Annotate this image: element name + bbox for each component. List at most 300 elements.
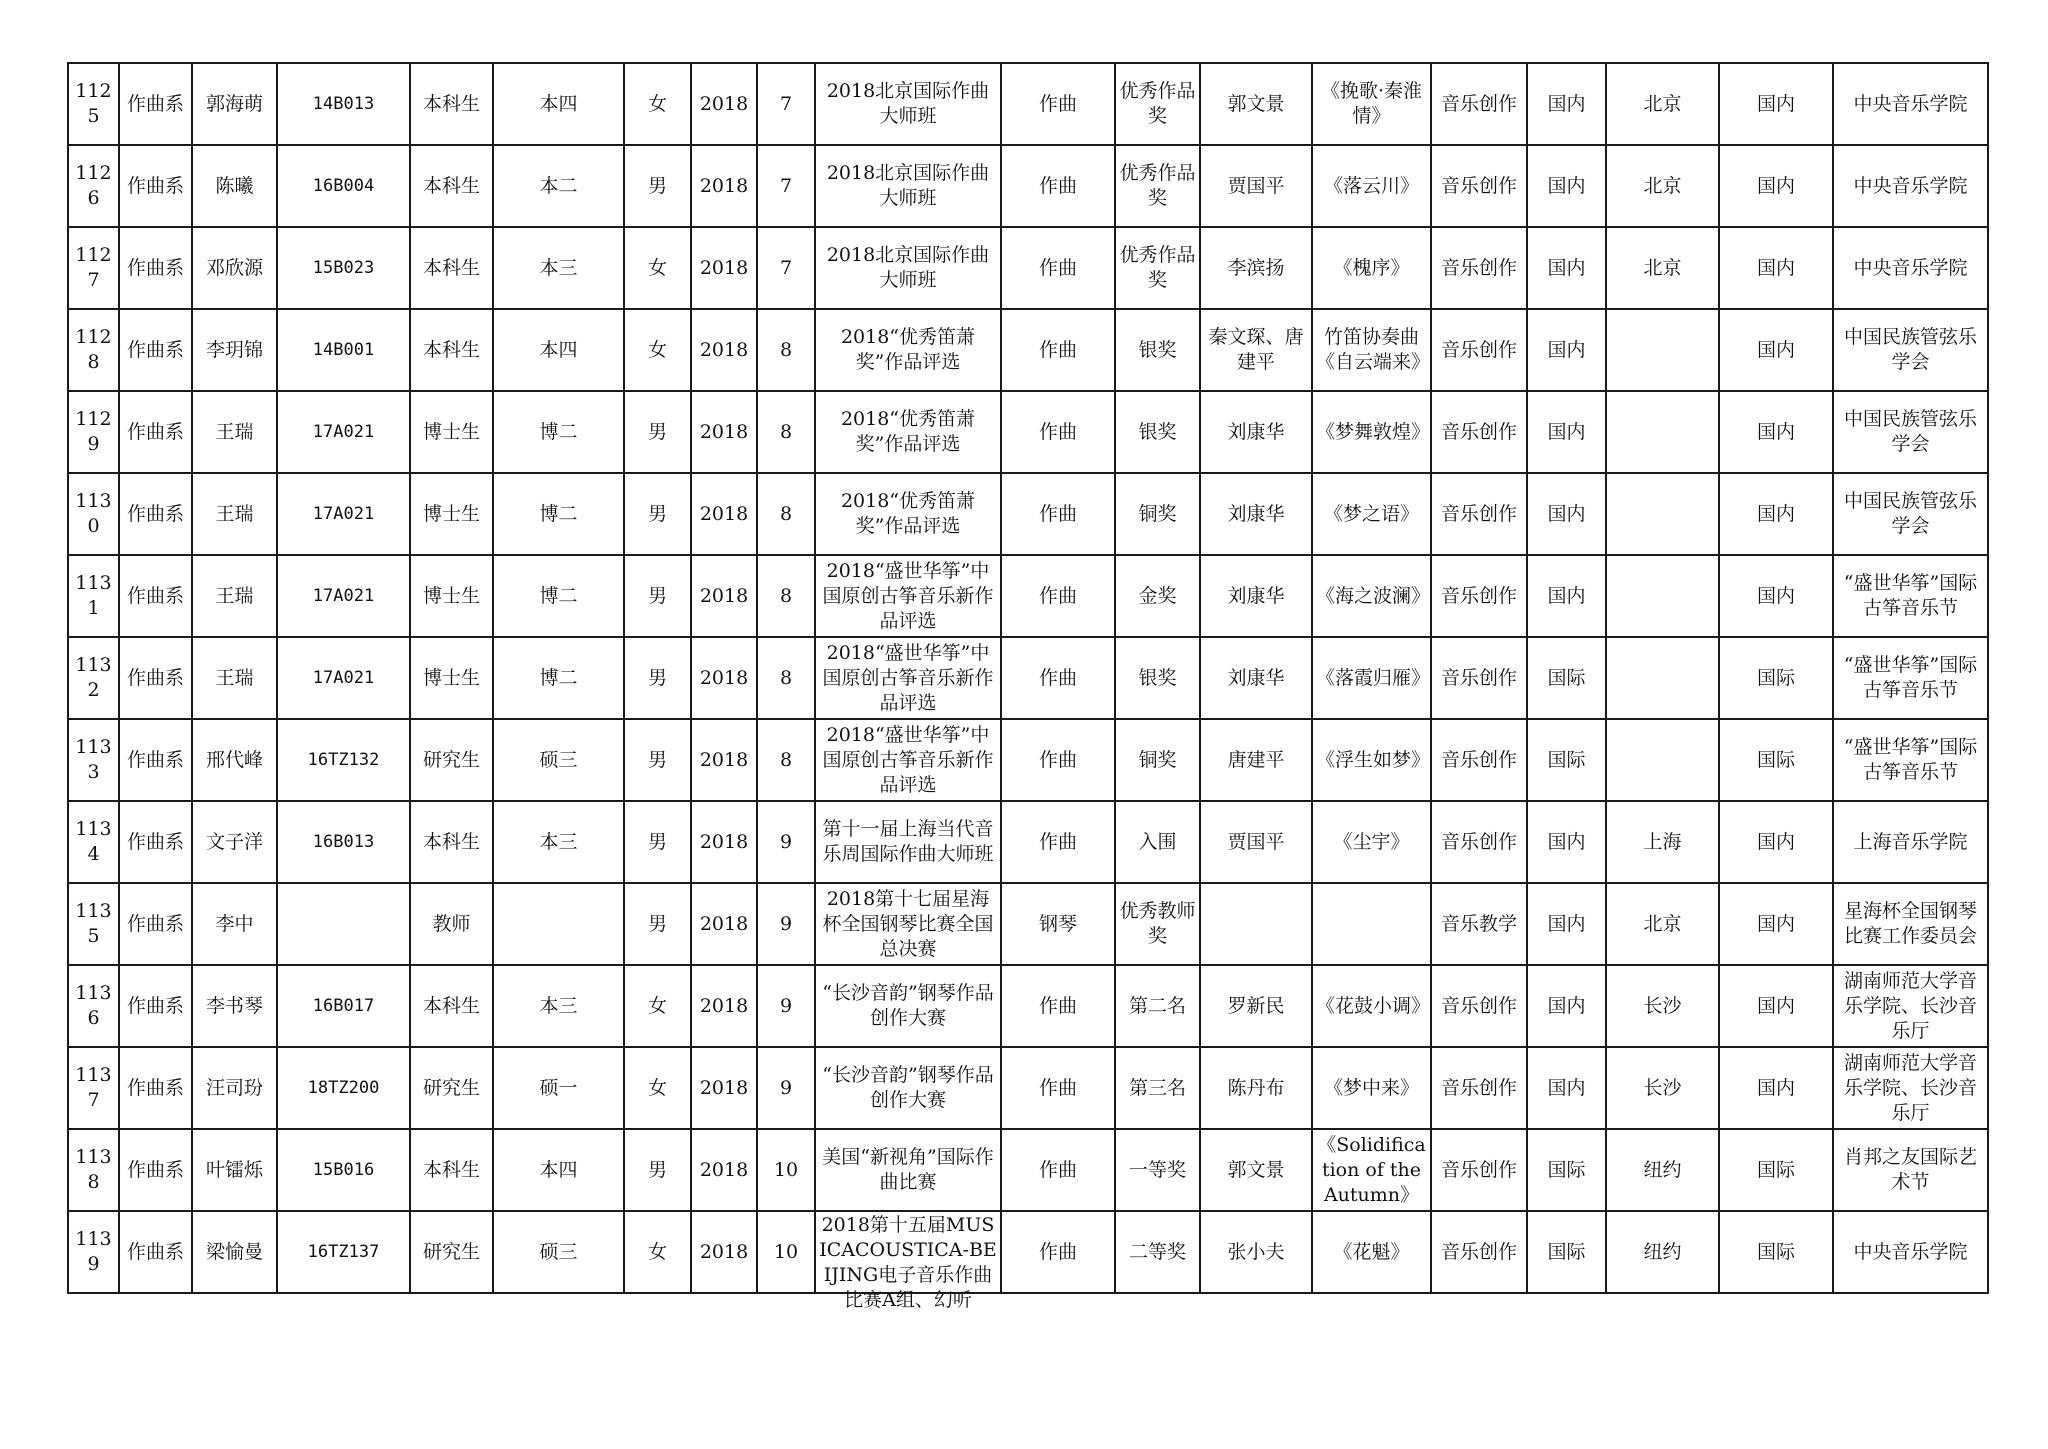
cell-text: 王瑞 xyxy=(215,584,254,607)
cell-text: 国内 xyxy=(1547,174,1586,197)
student-name-cell xyxy=(192,309,277,391)
grade-cell xyxy=(493,801,624,883)
organizer-cell xyxy=(1833,63,1988,145)
student-id-cell xyxy=(277,227,410,309)
cell-text: 硕三 xyxy=(539,1240,578,1263)
cell-text: 音乐创作 xyxy=(1440,338,1517,361)
cell-text: 金奖 xyxy=(1138,584,1177,607)
month-cell xyxy=(757,391,815,473)
student-id-cell xyxy=(277,637,410,719)
cell-text: 1136 xyxy=(75,982,112,1029)
field-cell xyxy=(1431,1129,1527,1211)
scope-cell xyxy=(1527,63,1606,145)
cell-text: 2018北京国际作曲大师班 xyxy=(826,244,990,291)
student-id-cell xyxy=(277,145,410,227)
grade-cell xyxy=(493,227,624,309)
cell-text: 刘康华 xyxy=(1227,584,1285,607)
year-cell xyxy=(691,1129,757,1211)
student-id-cell xyxy=(277,555,410,637)
serial-number-cell xyxy=(68,883,119,965)
grade-cell xyxy=(493,1211,624,1293)
cell-text: 8 xyxy=(779,420,793,443)
table-row xyxy=(68,473,1988,555)
cell-text: 铜奖 xyxy=(1138,502,1177,525)
field-cell xyxy=(1431,719,1527,801)
table-row xyxy=(68,309,1988,391)
cell-text: 刘康华 xyxy=(1227,666,1285,689)
organizer-cell xyxy=(1833,1047,1988,1129)
cell-text: 男 xyxy=(647,666,667,689)
cell-text: 中央音乐学院 xyxy=(1853,92,1968,115)
advisor-cell xyxy=(1200,555,1312,637)
gender-cell xyxy=(624,391,691,473)
work-title-cell xyxy=(1312,965,1431,1047)
cell-text: 博二 xyxy=(539,420,578,443)
category-cell xyxy=(1001,63,1115,145)
cell-text: 7 xyxy=(779,174,793,197)
cell-text: 优秀教师奖 xyxy=(1119,900,1196,947)
city-cell xyxy=(1606,1129,1719,1211)
year-cell xyxy=(691,637,757,719)
scope-cell xyxy=(1527,1211,1606,1293)
region-cell xyxy=(1719,63,1833,145)
cell-text: 本科生 xyxy=(422,338,480,361)
cell-text: 15B016 xyxy=(312,1159,375,1180)
cell-text: 国内 xyxy=(1756,174,1795,197)
organizer-cell xyxy=(1833,391,1988,473)
cell-text: 作曲系 xyxy=(126,830,184,853)
cell-text: 入围 xyxy=(1138,830,1177,853)
year-cell xyxy=(691,965,757,1047)
gender-cell xyxy=(624,965,691,1047)
student-type-cell xyxy=(410,145,493,227)
cell-text: 中央音乐学院 xyxy=(1853,256,1968,279)
student-id-cell xyxy=(277,801,410,883)
cell-text: 2018 xyxy=(699,174,749,197)
cell-text: 2018“盛世华筝”中国原创古筝音乐新作品评选 xyxy=(822,641,994,714)
student-type-cell xyxy=(410,391,493,473)
cell-text: 17A021 xyxy=(312,503,375,524)
cell-text: 国内 xyxy=(1756,1076,1795,1099)
serial-number-cell xyxy=(68,227,119,309)
cell-text: 一等奖 xyxy=(1128,1158,1186,1181)
category-cell xyxy=(1001,719,1115,801)
gender-cell xyxy=(624,555,691,637)
cell-text: 音乐创作 xyxy=(1440,174,1517,197)
cell-text: 作曲 xyxy=(1038,830,1077,853)
cell-text: 7 xyxy=(779,256,793,279)
student-type-cell xyxy=(410,1211,493,1293)
field-cell xyxy=(1431,1211,1527,1293)
cell-text: 2018“优秀笛萧奖”作品评选 xyxy=(840,490,976,537)
cell-text: 《梦舞敦煌》 xyxy=(1316,420,1431,443)
award-cell xyxy=(1115,1211,1200,1293)
organizer-cell xyxy=(1833,227,1988,309)
competition-name-cell xyxy=(815,473,1001,555)
category-cell xyxy=(1001,145,1115,227)
work-title-cell xyxy=(1312,309,1431,391)
region-cell xyxy=(1719,227,1833,309)
cell-text: 长沙 xyxy=(1643,1076,1682,1099)
student-name-cell xyxy=(192,391,277,473)
competition-name-cell xyxy=(815,637,1001,719)
city-cell xyxy=(1606,391,1719,473)
table-row xyxy=(68,1047,1988,1129)
city-cell xyxy=(1606,965,1719,1047)
table-row xyxy=(68,391,1988,473)
cell-text: 作曲 xyxy=(1038,338,1077,361)
cell-text: 作曲 xyxy=(1038,748,1077,771)
cell-text: 纽约 xyxy=(1643,1240,1682,1263)
cell-text: 叶镭烁 xyxy=(205,1158,263,1181)
cell-text: 第十一届上海当代音乐周国际作曲大师班 xyxy=(822,818,994,865)
cell-text: 2018 xyxy=(699,338,749,361)
cell-text: 二等奖 xyxy=(1128,1240,1186,1263)
competition-name-cell xyxy=(815,391,1001,473)
cell-text: 作曲 xyxy=(1038,174,1077,197)
serial-number-cell xyxy=(68,555,119,637)
work-title-cell xyxy=(1312,145,1431,227)
region-cell xyxy=(1719,965,1833,1047)
cell-text: 国内 xyxy=(1547,584,1586,607)
field-cell xyxy=(1431,801,1527,883)
city-cell xyxy=(1606,883,1719,965)
cell-text: 作曲 xyxy=(1038,1076,1077,1099)
competition-name-cell xyxy=(815,227,1001,309)
cell-text: 博二 xyxy=(539,666,578,689)
cell-text: 北京 xyxy=(1643,912,1682,935)
cell-text: 铜奖 xyxy=(1138,748,1177,771)
cell-text: 作曲 xyxy=(1038,420,1077,443)
city-cell xyxy=(1606,555,1719,637)
serial-number-cell xyxy=(68,1047,119,1129)
organizer-cell xyxy=(1833,1211,1988,1293)
year-cell xyxy=(691,391,757,473)
student-type-cell xyxy=(410,309,493,391)
cell-text: 音乐创作 xyxy=(1440,256,1517,279)
cell-text: 博士生 xyxy=(422,502,480,525)
student-id-cell xyxy=(277,965,410,1047)
grade-cell xyxy=(493,145,624,227)
cell-text: 9 xyxy=(779,1076,793,1099)
cell-text: 2018 xyxy=(699,1076,749,1099)
cell-text: 14B001 xyxy=(312,339,375,360)
month-cell xyxy=(757,309,815,391)
cell-text: 湖南师范大学音乐学院、长沙音乐厅 xyxy=(1843,969,1977,1042)
field-cell xyxy=(1431,145,1527,227)
cell-text: 9 xyxy=(779,912,793,935)
scope-cell xyxy=(1527,801,1606,883)
advisor-cell xyxy=(1200,391,1312,473)
student-type-cell xyxy=(410,637,493,719)
cell-text: 本科生 xyxy=(422,830,480,853)
cell-text: 2018 xyxy=(699,420,749,443)
cell-text: 2018 xyxy=(699,502,749,525)
scope-cell xyxy=(1527,555,1606,637)
serial-number-cell xyxy=(68,391,119,473)
region-cell xyxy=(1719,801,1833,883)
cell-text: 17A021 xyxy=(312,421,375,442)
cell-text: 2018 xyxy=(699,256,749,279)
cell-text: 《海之波澜》 xyxy=(1316,584,1431,607)
work-title-cell xyxy=(1312,473,1431,555)
cell-text: 男 xyxy=(647,1158,667,1181)
organizer-cell xyxy=(1833,145,1988,227)
cell-text: 作曲系 xyxy=(126,1240,184,1263)
cell-text: 男 xyxy=(647,502,667,525)
month-cell xyxy=(757,63,815,145)
student-name-cell xyxy=(192,801,277,883)
cell-text: 作曲系 xyxy=(126,420,184,443)
award-cell xyxy=(1115,883,1200,965)
city-cell xyxy=(1606,63,1719,145)
category-cell xyxy=(1001,391,1115,473)
cell-text: 2018 xyxy=(699,92,749,115)
cell-text: 2018第十五届MUSICACOUSTICA-BEIJING电子音乐作曲比赛A组、幻听 xyxy=(819,1214,997,1311)
serial-number-cell xyxy=(68,719,119,801)
cell-text: 刘康华 xyxy=(1227,420,1285,443)
scope-cell xyxy=(1527,965,1606,1047)
field-cell xyxy=(1431,555,1527,637)
cell-text: 1133 xyxy=(75,736,112,783)
cell-text: 邢代峰 xyxy=(205,748,263,771)
year-cell xyxy=(691,883,757,965)
cell-text: 国际 xyxy=(1547,666,1586,689)
month-cell xyxy=(757,145,815,227)
cell-text: 1132 xyxy=(75,654,112,701)
month-cell xyxy=(757,883,815,965)
cell-text: “长沙音韵”钢琴作品创作大赛 xyxy=(822,982,994,1029)
work-title-cell xyxy=(1312,883,1431,965)
gender-cell xyxy=(624,473,691,555)
award-cell xyxy=(1115,801,1200,883)
department-cell xyxy=(119,637,192,719)
cell-text: 罗新民 xyxy=(1227,994,1285,1017)
cell-text: 作曲系 xyxy=(126,338,184,361)
cell-text: 中国民族管弦乐学会 xyxy=(1843,326,1977,373)
cell-text: 汪司玢 xyxy=(205,1076,263,1099)
year-cell xyxy=(691,801,757,883)
advisor-cell xyxy=(1200,227,1312,309)
city-cell xyxy=(1606,145,1719,227)
cell-text: 研究生 xyxy=(422,748,480,771)
competition-name-cell xyxy=(815,883,1001,965)
student-type-cell xyxy=(410,63,493,145)
cell-text: 银奖 xyxy=(1138,666,1177,689)
cell-text: 10 xyxy=(773,1158,799,1181)
cell-text: 2018 xyxy=(699,912,749,935)
cell-text: 上海音乐学院 xyxy=(1853,830,1968,853)
cell-text: 李中 xyxy=(215,912,254,935)
cell-text: 李滨扬 xyxy=(1227,256,1285,279)
cell-text: 本三 xyxy=(539,994,578,1017)
cell-text: 唐建平 xyxy=(1227,748,1285,771)
cell-text: 国内 xyxy=(1547,1076,1586,1099)
student-name-cell xyxy=(192,637,277,719)
department-cell xyxy=(119,555,192,637)
work-title-cell xyxy=(1312,1129,1431,1211)
month-cell xyxy=(757,473,815,555)
cell-text: 音乐创作 xyxy=(1440,748,1517,771)
work-title-cell xyxy=(1312,1047,1431,1129)
serial-number-cell xyxy=(68,801,119,883)
gender-cell xyxy=(624,1129,691,1211)
awards-table xyxy=(67,62,1989,1311)
cell-text: 国内 xyxy=(1756,912,1795,935)
cell-text: 银奖 xyxy=(1138,420,1177,443)
cell-text: 本三 xyxy=(539,256,578,279)
award-cell xyxy=(1115,637,1200,719)
scope-cell xyxy=(1527,391,1606,473)
cell-text: 纽约 xyxy=(1643,1158,1682,1181)
cell-text: 北京 xyxy=(1643,174,1682,197)
cell-text: 作曲 xyxy=(1038,1158,1077,1181)
advisor-cell xyxy=(1200,719,1312,801)
student-name-cell xyxy=(192,555,277,637)
cell-text: 2018 xyxy=(699,830,749,853)
city-cell xyxy=(1606,227,1719,309)
cell-text: 本科生 xyxy=(422,174,480,197)
award-cell xyxy=(1115,145,1200,227)
cell-text: 本科生 xyxy=(422,1158,480,1181)
cell-text: 博士生 xyxy=(422,584,480,607)
work-title-cell xyxy=(1312,63,1431,145)
cell-text: 陈丹布 xyxy=(1227,1076,1285,1099)
region-cell xyxy=(1719,1211,1833,1293)
cell-text: 北京 xyxy=(1643,256,1682,279)
gender-cell xyxy=(624,145,691,227)
cell-text: 2018 xyxy=(699,666,749,689)
cell-text: 《花鼓小调》 xyxy=(1316,994,1431,1017)
cell-text: “盛世华筝”国际古筝音乐节 xyxy=(1843,736,1978,783)
cell-text: 16B013 xyxy=(312,831,375,852)
advisor-cell xyxy=(1200,309,1312,391)
work-title-cell xyxy=(1312,227,1431,309)
student-type-cell xyxy=(410,965,493,1047)
cell-text: 14B013 xyxy=(312,93,375,114)
cell-text: 9 xyxy=(779,830,793,853)
work-title-cell xyxy=(1312,1211,1431,1293)
cell-text: 《花魁》 xyxy=(1333,1240,1410,1263)
gender-cell xyxy=(624,801,691,883)
cell-text: 郭海萌 xyxy=(205,92,263,115)
region-cell xyxy=(1719,555,1833,637)
scope-cell xyxy=(1527,227,1606,309)
cell-text: 女 xyxy=(647,92,667,115)
grade-cell xyxy=(493,965,624,1047)
competition-name-cell xyxy=(815,965,1001,1047)
cell-text: 国际 xyxy=(1547,1158,1586,1181)
cell-text: 1126 xyxy=(75,162,112,209)
cell-text: 《梦之语》 xyxy=(1323,502,1419,525)
cell-text: 国内 xyxy=(1547,912,1586,935)
cell-text: 国内 xyxy=(1547,256,1586,279)
advisor-cell xyxy=(1200,637,1312,719)
department-cell xyxy=(119,801,192,883)
cell-text: 钢琴 xyxy=(1038,912,1077,935)
advisor-cell xyxy=(1200,1211,1312,1293)
student-id-cell xyxy=(277,391,410,473)
cell-text: 郭文景 xyxy=(1227,92,1285,115)
year-cell xyxy=(691,63,757,145)
cell-text: 音乐创作 xyxy=(1440,1240,1517,1263)
department-cell xyxy=(119,965,192,1047)
student-id-cell xyxy=(277,473,410,555)
cell-text: 中国民族管弦乐学会 xyxy=(1843,408,1977,455)
serial-number-cell xyxy=(68,965,119,1047)
cell-text: 本科生 xyxy=(422,994,480,1017)
award-cell xyxy=(1115,63,1200,145)
table-row xyxy=(68,1211,1988,1293)
cell-text: 博士生 xyxy=(422,420,480,443)
organizer-cell xyxy=(1833,965,1988,1047)
cell-text: 16B017 xyxy=(312,995,375,1016)
department-cell xyxy=(119,473,192,555)
serial-number-cell xyxy=(68,637,119,719)
field-cell xyxy=(1431,63,1527,145)
cell-text: 2018“盛世华筝”中国原创古筝音乐新作品评选 xyxy=(822,723,994,796)
cell-text: 男 xyxy=(647,912,667,935)
cell-text: 《挽歌·秦淮情》 xyxy=(1320,80,1423,127)
cell-text: 作曲系 xyxy=(126,584,184,607)
award-cell xyxy=(1115,965,1200,1047)
serial-number-cell xyxy=(68,473,119,555)
year-cell xyxy=(691,227,757,309)
grade-cell xyxy=(493,719,624,801)
table-row xyxy=(68,1129,1988,1211)
cell-text: 作曲 xyxy=(1038,502,1077,525)
cell-text: 硕三 xyxy=(539,748,578,771)
award-cell xyxy=(1115,555,1200,637)
competition-name-cell xyxy=(815,1129,1001,1211)
cell-text: 国内 xyxy=(1547,92,1586,115)
cell-text: 国际 xyxy=(1756,666,1795,689)
cell-text: 2018“优秀笛萧奖”作品评选 xyxy=(840,408,976,455)
month-cell xyxy=(757,719,815,801)
work-title-cell xyxy=(1312,719,1431,801)
cell-text: 国际 xyxy=(1547,748,1586,771)
cell-text: 国内 xyxy=(1547,830,1586,853)
student-type-cell xyxy=(410,555,493,637)
cell-text: 17A021 xyxy=(312,585,375,606)
student-type-cell xyxy=(410,473,493,555)
student-name-cell xyxy=(192,965,277,1047)
serial-number-cell xyxy=(68,309,119,391)
grade-cell xyxy=(493,1129,624,1211)
cell-text: 博士生 xyxy=(422,666,480,689)
cell-text: 国际 xyxy=(1756,1240,1795,1263)
cell-text: 国内 xyxy=(1756,830,1795,853)
cell-text: 16TZ137 xyxy=(307,1241,380,1262)
cell-text: 8 xyxy=(779,338,793,361)
year-cell xyxy=(691,555,757,637)
category-cell xyxy=(1001,227,1115,309)
cell-text: 18TZ200 xyxy=(307,1077,380,1098)
gender-cell xyxy=(624,1047,691,1129)
cell-text: 刘康华 xyxy=(1227,502,1285,525)
cell-text: 郭文景 xyxy=(1227,1158,1285,1181)
cell-text: 国内 xyxy=(1756,256,1795,279)
cell-text: 女 xyxy=(647,994,667,1017)
cell-text: 本科生 xyxy=(422,92,480,115)
cell-text: 2018北京国际作曲大师班 xyxy=(826,80,990,127)
month-cell xyxy=(757,965,815,1047)
advisor-cell xyxy=(1200,1129,1312,1211)
cell-text: 8 xyxy=(779,584,793,607)
scope-cell xyxy=(1527,719,1606,801)
cell-text: 8 xyxy=(779,748,793,771)
serial-number-cell xyxy=(68,1211,119,1293)
